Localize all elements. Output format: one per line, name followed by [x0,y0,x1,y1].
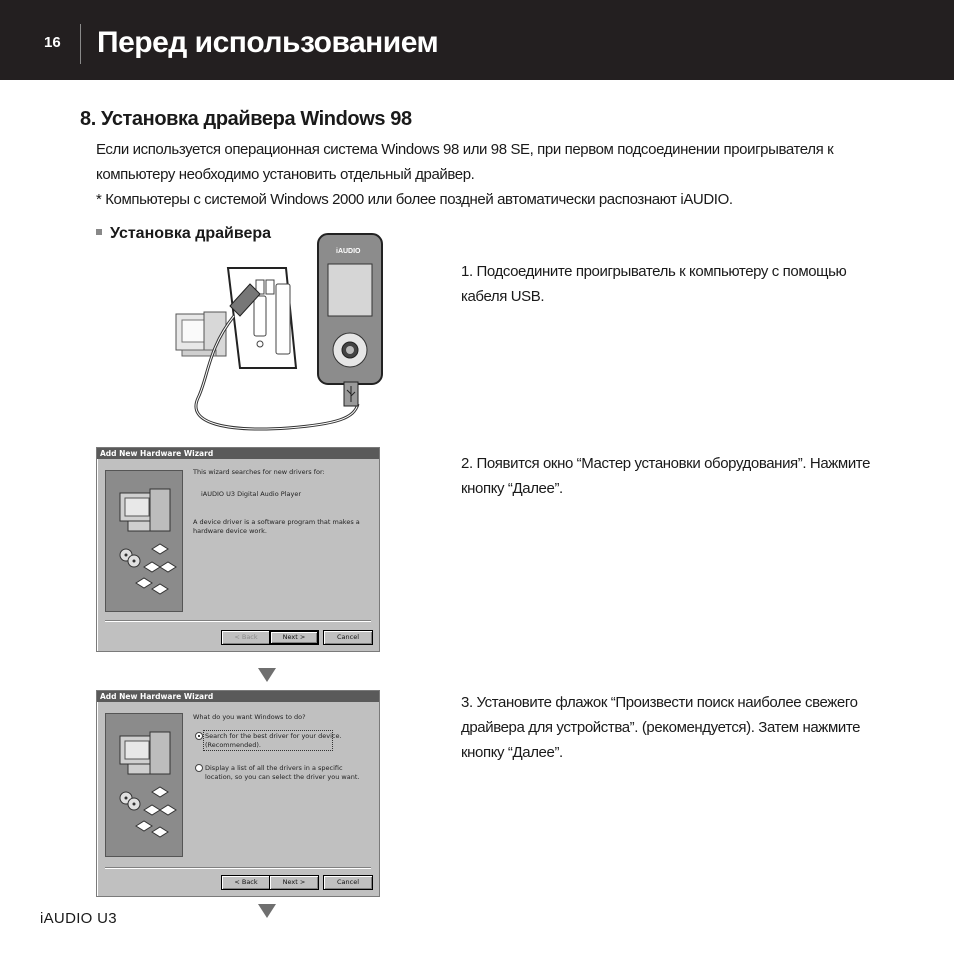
wizard-1-cancel-button[interactable]: Cancel [323,630,373,645]
radio-search-best-driver[interactable] [195,732,203,740]
wizard-1-back-button[interactable]: < Back [221,630,271,645]
computer-back-panel [216,268,296,368]
step-3-line-2: драйвера для устройства”. (рекомендуется). Затем нажмите [461,719,861,736]
computer-and-disks-icon [106,471,182,611]
wizard-2-separator [105,867,371,869]
wizard-1-separator [105,620,371,622]
intro-line-2: компьютеру необходимо установить отдельный драйвер. [96,166,475,183]
wizard-2-cancel-button[interactable]: Cancel [323,875,373,890]
step-3-line-3: кнопку “Далее”. [461,744,563,761]
wizard-1-intro: This wizard searches for new drivers for: [193,468,325,476]
wizard-1-next-button[interactable]: Next > [269,630,319,645]
option-1-line-1: Search for the best driver for your device. [205,732,342,740]
intro-line-1: Если используется операционная система Windows 98 или 98 SE, при первом подсоединении проигрывателя к [96,141,834,158]
page-title: Перед использованием [97,26,439,59]
step-2-text [461,451,901,501]
arrow-down-icon [258,904,276,918]
usb-connection-illustration [168,228,398,434]
step-3-line-1: 3. Установите флажок “Произвести поиск наиболее свежего [461,694,858,711]
wizard-2-question: What do you want Windows to do? [193,713,306,721]
wizard-1-desc-line-2: hardware device work. [193,527,267,535]
wizard-2-back-button[interactable]: < Back [221,875,271,890]
step-2-line-2: кнопку “Далее”. [461,480,563,497]
section-heading: 8. Установка драйвера Windows 98 [80,108,412,130]
wizard-2-title: Add New Hardware Wizard [97,691,379,702]
device-brand-label: iAUDIO [336,248,361,255]
step-1-line-2: кабеля USB. [461,288,545,305]
wizard-2-illustration-panel [105,713,183,857]
computer-monitor-icon [176,312,226,356]
subheading-label: Установка драйвера [110,225,272,242]
step-3-text [461,690,901,765]
bullet-square-icon [96,229,102,235]
hardware-wizard-window-1 [96,447,380,652]
arrow-down-icon [258,668,276,682]
wizard-1-title: Add New Hardware Wizard [97,448,379,459]
computer-and-disks-icon [106,714,182,856]
wizard-1-device-name: iAUDIO U3 Digital Audio Player [201,490,301,498]
footer-model-label: iAUDIO U3 [40,910,117,927]
page-header [0,0,954,80]
step-1-text [461,259,901,309]
step-1-line-1: 1. Подсоедините проигрыватель к компьютеру с помощью [461,263,847,280]
option-2-line-1: Display a list of all the drivers in a specific [205,764,343,772]
hardware-wizard-window-2 [96,690,380,897]
wizard-2-next-button[interactable]: Next > [269,875,319,890]
player-device [318,234,382,406]
intro-note: * Компьютеры с системой Windows 2000 или более поздней автоматически распознают iAUDIO. [96,191,733,208]
radio-display-driver-list[interactable] [195,764,203,772]
page-number: 16 [44,34,61,51]
wizard-1-desc-line-1: A device driver is a software program that makes a [193,518,360,526]
header-divider [80,24,81,64]
wizard-1-illustration-panel [105,470,183,612]
option-1-line-2: (Recommended). [205,741,261,749]
step-2-line-1: 2. Появится окно “Мастер установки оборудования”. Нажмите [461,455,871,472]
option-2-line-2: location, so you can select the driver you want. [205,773,360,781]
